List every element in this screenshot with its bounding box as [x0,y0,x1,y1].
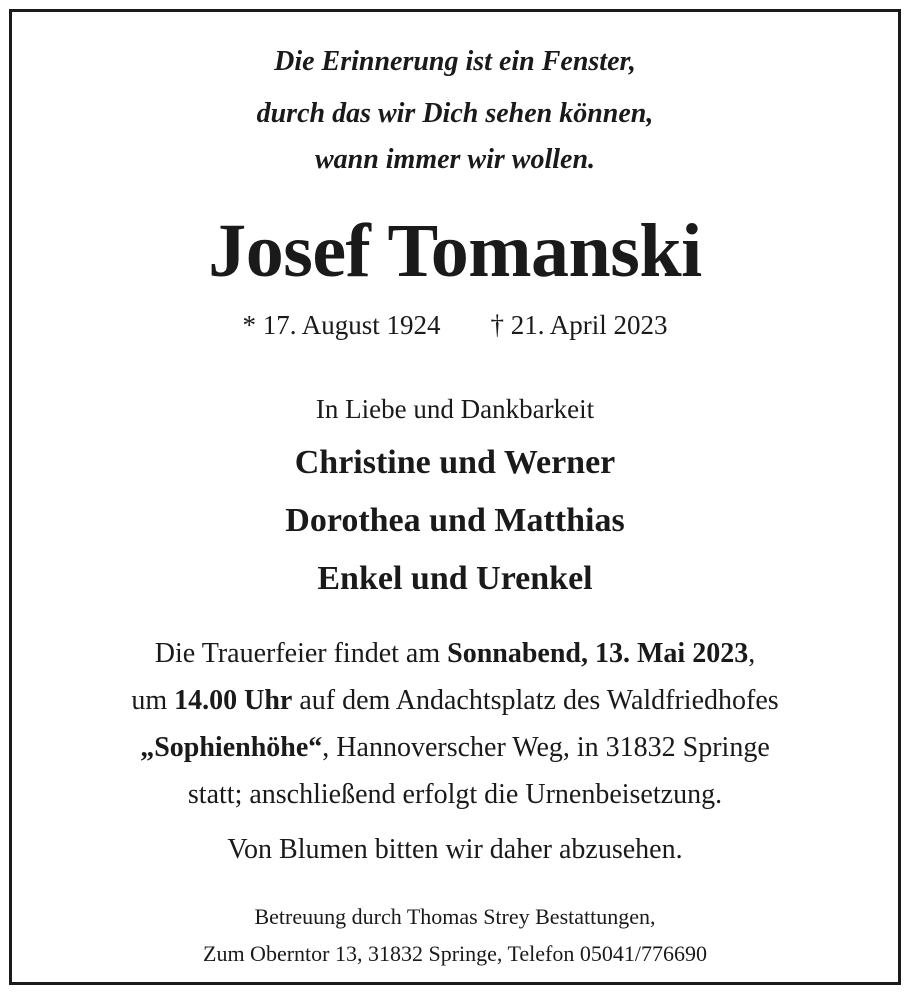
ceremony-text: auf dem Andachtsplatz des Waldfriedhofes [292,685,779,716]
ceremony-date: Sonnabend, 13. Mai 2023 [447,638,749,669]
ceremony-line-3 [12,732,898,764]
ceremony-place: „Sophienhöhe“ [140,732,323,763]
undertaker-line-1: Betreuung durch Thomas Strey Bestattungen, [254,904,656,929]
mourner-line-1: Christine und Werner [294,444,616,481]
birth-date: * 17. August 1924 [242,310,441,340]
deceased-name: Josef Tomanski [208,209,702,293]
quote-line-3: wann immer wir wollen. [314,144,596,175]
life-dates [12,310,898,341]
ceremony-text: , Hannoverscher Weg, in 31832 Springe [322,732,770,763]
ceremony-line-1 [12,638,898,670]
ceremony-line-2 [12,685,898,717]
ceremony-text: , [748,638,756,669]
flowers-note: Von Blumen bitten wir daher abzusehen. [227,834,683,865]
ceremony-time: 14.00 Uhr [174,685,293,716]
mourner-line-3: Enkel und Urenkel [317,560,593,597]
mourner-line-2: Dorothea und Matthias [285,502,625,539]
ceremony-text: um [131,685,175,716]
undertaker-line-2: Zum Oberntor 13, 31832 Springe, Telefon 05041/776690 [203,941,707,966]
mourners-intro: In Liebe und Dankbarkeit [315,394,595,424]
quote-line-1: Die Erinnerung ist ein Fenster, [274,46,636,77]
death-date: † 21. April 2023 [490,310,668,340]
ceremony-line-4: statt; anschließend erfolgt die Urnenbeisetzung. [187,779,723,810]
ceremony-text: Die Trauerfeier findet am [154,638,448,669]
obituary-notice [9,9,901,985]
quote-line-2: durch das wir Dich sehen können, [256,98,654,129]
